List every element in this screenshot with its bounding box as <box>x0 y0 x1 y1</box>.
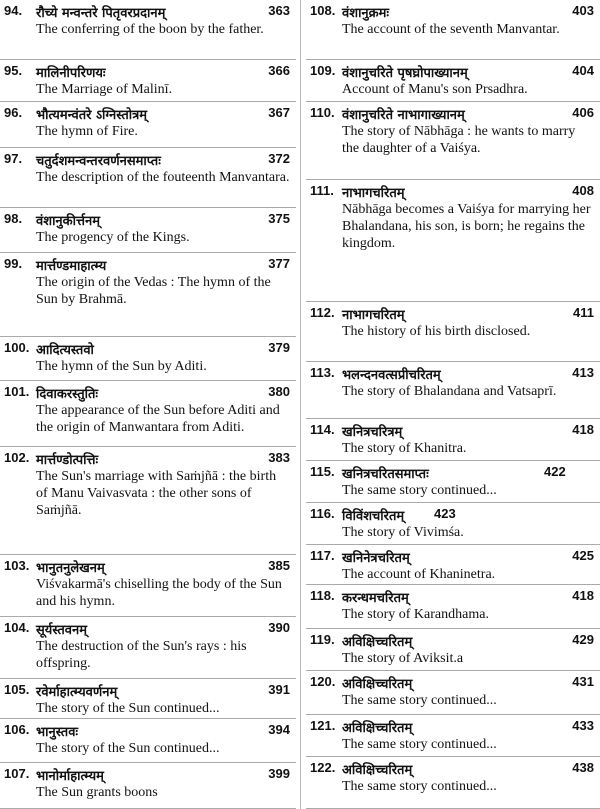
entry-page-number: 363 <box>268 3 290 18</box>
entry-description: The story of the Sun continued... <box>36 701 220 716</box>
toc-entry <box>0 617 296 679</box>
entry-title: सूर्यस्तवनम् <box>36 623 88 638</box>
entry-page-number: 375 <box>268 211 290 226</box>
toc-entry <box>0 763 296 809</box>
entry-number: 120. <box>310 674 336 689</box>
entry-number: 115. <box>310 464 335 479</box>
entry-number: 121. <box>310 718 336 733</box>
entry-title: नाभागचरितम् <box>342 186 405 201</box>
entry-page-number: 438 <box>572 760 594 775</box>
entry-page-number: 390 <box>268 620 290 635</box>
entry-description: The story of Aviksit.a <box>342 651 464 666</box>
entry-number: 119. <box>310 632 335 647</box>
entry-title: भानोर्माहात्म्यम् <box>36 769 104 784</box>
entry-title: नाभागचरितम् <box>342 308 405 323</box>
entry-number: 113. <box>310 365 335 380</box>
entry-page-number: 383 <box>268 450 290 465</box>
entry-number: 95. <box>4 63 23 78</box>
entry-title: अविक्षिच्चरितम् <box>342 677 413 692</box>
entry-number: 107. <box>4 766 30 781</box>
entry-description: The conferring of the boon by the father. <box>36 22 264 37</box>
entry-title: भलन्दनवत्सप्रीचरितम् <box>342 368 441 383</box>
entry-page-number: 367 <box>268 105 290 120</box>
toc-entry <box>306 60 600 102</box>
entry-number: 96. <box>4 105 23 120</box>
toc-entry <box>306 102 600 180</box>
entry-number: 104. <box>4 620 30 635</box>
toc-entry <box>306 671 600 715</box>
entry-title: वंशानुकीर्त्तनम् <box>36 214 100 229</box>
entry-title: मार्त्तण्डोत्पत्तिः <box>36 453 99 468</box>
entry-page-number: 372 <box>268 151 290 166</box>
toc-entry <box>0 555 296 617</box>
entry-number: 103. <box>4 558 30 573</box>
entry-description: Account of Manu's son Prsadhra. <box>342 82 528 97</box>
entry-number: 118. <box>310 588 335 603</box>
entry-number: 102. <box>4 450 30 465</box>
toc-entry <box>0 381 296 447</box>
entry-title: वंशानुक्रमः <box>342 6 390 21</box>
entry-page-number: 366 <box>268 63 290 78</box>
toc-entry <box>306 0 600 60</box>
entry-page-number: 413 <box>572 365 594 380</box>
toc-entry <box>0 208 296 253</box>
entry-description: The origin of the Vedas : The hymn of the Sun by Brahmā. <box>36 275 271 307</box>
entry-number: 94. <box>4 3 23 18</box>
entry-page-number: 408 <box>572 183 594 198</box>
entry-number: 108. <box>310 3 336 18</box>
entry-title: भौत्यमन्वंतरे ऽग्निस्तोत्रम् <box>36 108 148 123</box>
entry-title: भानुतनुलेखनम् <box>36 561 105 576</box>
entry-number: 117. <box>310 548 335 563</box>
toc-entry <box>306 302 600 362</box>
toc-entry <box>306 545 600 585</box>
entry-description: The story of Vivimśa. <box>342 525 464 540</box>
entry-description: The story of Karandhama. <box>342 607 489 622</box>
toc-entry <box>306 180 600 302</box>
entry-title: वंशानुचरिते नाभागाख्यानम् <box>342 108 465 123</box>
entry-page-number: 422 <box>544 464 566 479</box>
entry-page-number: 423 <box>434 506 456 521</box>
entry-description: The description of the fouteenth Manvantara. <box>36 170 290 185</box>
entry-number: 100. <box>4 340 30 355</box>
entry-page-number: 377 <box>268 256 290 271</box>
entry-page-number: 429 <box>572 632 594 647</box>
entry-description: The story of Bhalandana and Vatsaprī. <box>342 384 557 399</box>
entry-description: The appearance of the Sun before Aditi and the origin of Manwantara from Aditi. <box>36 403 280 435</box>
entry-description: The account of Khaninetra. <box>342 567 496 582</box>
entry-title: विविंशचरितम् <box>342 509 405 524</box>
toc-entry <box>0 719 296 763</box>
entry-number: 99. <box>4 256 23 271</box>
entry-page-number: 418 <box>572 588 594 603</box>
entry-page-number: 399 <box>268 766 290 781</box>
entry-page-number: 418 <box>572 422 594 437</box>
toc-entry <box>0 253 296 337</box>
entry-page-number: 433 <box>572 718 594 733</box>
toc-entry <box>0 0 296 60</box>
toc-entry <box>306 715 600 757</box>
entry-description: The hymn of Fire. <box>36 124 138 139</box>
entry-number: 116. <box>310 506 335 521</box>
entry-number: 97. <box>4 151 23 166</box>
entry-number: 112. <box>310 305 335 320</box>
entry-title: आदित्यस्तवो <box>36 343 94 358</box>
toc-entry <box>306 757 600 809</box>
entry-page-number: 411 <box>573 305 594 320</box>
entry-page-number: 394 <box>268 722 290 737</box>
toc-entry <box>0 679 296 719</box>
entry-number: 111. <box>310 183 334 198</box>
entry-description: The Sun's marriage with Saṁjñā : the birth of Manu Vaivasvata : the other sons of Saṁjñā. <box>36 469 277 518</box>
entry-description: Viśvakarmā's chiselling the body of the Sun and his hymn. <box>36 577 282 609</box>
entry-number: 101. <box>4 384 30 399</box>
entry-description: The same story continued... <box>342 483 497 498</box>
entry-description: Nābhāga becomes a Vaiśya for marrying her Bhalandana, his son, is born; he regains the kingdom. <box>342 202 591 251</box>
entry-page-number: 425 <box>572 548 594 563</box>
toc-entry <box>0 337 296 381</box>
entry-title: चतुर्दशमन्वन्तरवर्णनसमाप्तः <box>36 154 161 169</box>
entry-description: The destruction of the Sun's rays : his offspring. <box>36 639 247 671</box>
entry-title: दिवाकरस्तुतिः <box>36 387 99 402</box>
toc-entry <box>306 419 600 461</box>
entry-page-number: 380 <box>268 384 290 399</box>
entry-description: The progency of the Kings. <box>36 230 190 245</box>
entry-title: अविक्षिच्चरितम् <box>342 763 413 778</box>
toc-entry <box>0 102 296 148</box>
entry-description: The same story continued... <box>342 737 497 752</box>
entry-title: करन्धमचरितम् <box>342 591 409 606</box>
entry-title: रौच्ये मन्वन्तरे पितृवरप्रदानम् <box>36 6 166 21</box>
entry-title: मार्त्तण्डमाहात्म्य <box>36 259 107 274</box>
entry-description: The Sun grants boons <box>36 785 158 800</box>
entry-title: अविक्षिच्चरितम् <box>342 721 413 736</box>
entry-description: The story of the Sun continued... <box>36 741 220 756</box>
entry-title: अविक्षिच्चरितम् <box>342 635 413 650</box>
entry-number: 122. <box>310 760 336 775</box>
entry-page-number: 391 <box>268 682 290 697</box>
toc-entry <box>306 585 600 629</box>
entry-number: 109. <box>310 63 336 78</box>
entry-description: The same story continued... <box>342 779 497 794</box>
entry-number: 106. <box>4 722 30 737</box>
entry-title: मालिनीपरिणयः <box>36 66 106 81</box>
entry-title: भानुस्तवः <box>36 725 79 740</box>
entry-title: खनित्रचरित्रम् <box>342 425 403 440</box>
entry-number: 105. <box>4 682 30 697</box>
entry-description: The story of Khanitra. <box>342 441 467 456</box>
entry-number: 98. <box>4 211 23 226</box>
column-divider <box>300 0 301 809</box>
entry-page-number: 404 <box>572 63 594 78</box>
toc-entry <box>0 447 296 555</box>
entry-description: The Marriage of Malinī. <box>36 82 173 97</box>
entry-description: The hymn of the Sun by Aditi. <box>36 359 207 374</box>
entry-number: 114. <box>310 422 335 437</box>
toc-entry <box>306 629 600 671</box>
entry-description: The story of Nābhāga : he wants to marry the daughter of a Vaiśya. <box>342 124 576 156</box>
toc-entry <box>0 148 296 208</box>
entry-description: The same story continued... <box>342 693 497 708</box>
toc-entry <box>306 362 600 419</box>
entry-page-number: 379 <box>268 340 290 355</box>
entry-page-number: 406 <box>572 105 594 120</box>
entry-description: The history of his birth disclosed. <box>342 324 531 339</box>
entry-description: The account of the seventh Manvantar. <box>342 22 560 37</box>
entry-page-number: 431 <box>572 674 594 689</box>
entry-page-number: 403 <box>572 3 594 18</box>
entry-title: वंशानुचरिते पृषघ्रोपाख्यानम् <box>342 66 468 81</box>
entry-page-number: 385 <box>268 558 290 573</box>
entry-title: रवेर्माहात्म्यवर्णनम् <box>36 685 118 700</box>
entry-title: खनित्रचरितसमाप्तः <box>342 467 429 482</box>
toc-entry <box>306 461 600 503</box>
toc-entry <box>306 503 600 545</box>
entry-number: 110. <box>310 105 335 120</box>
entry-title: खनिनेत्रचरितम् <box>342 551 410 566</box>
toc-entry <box>0 60 296 102</box>
